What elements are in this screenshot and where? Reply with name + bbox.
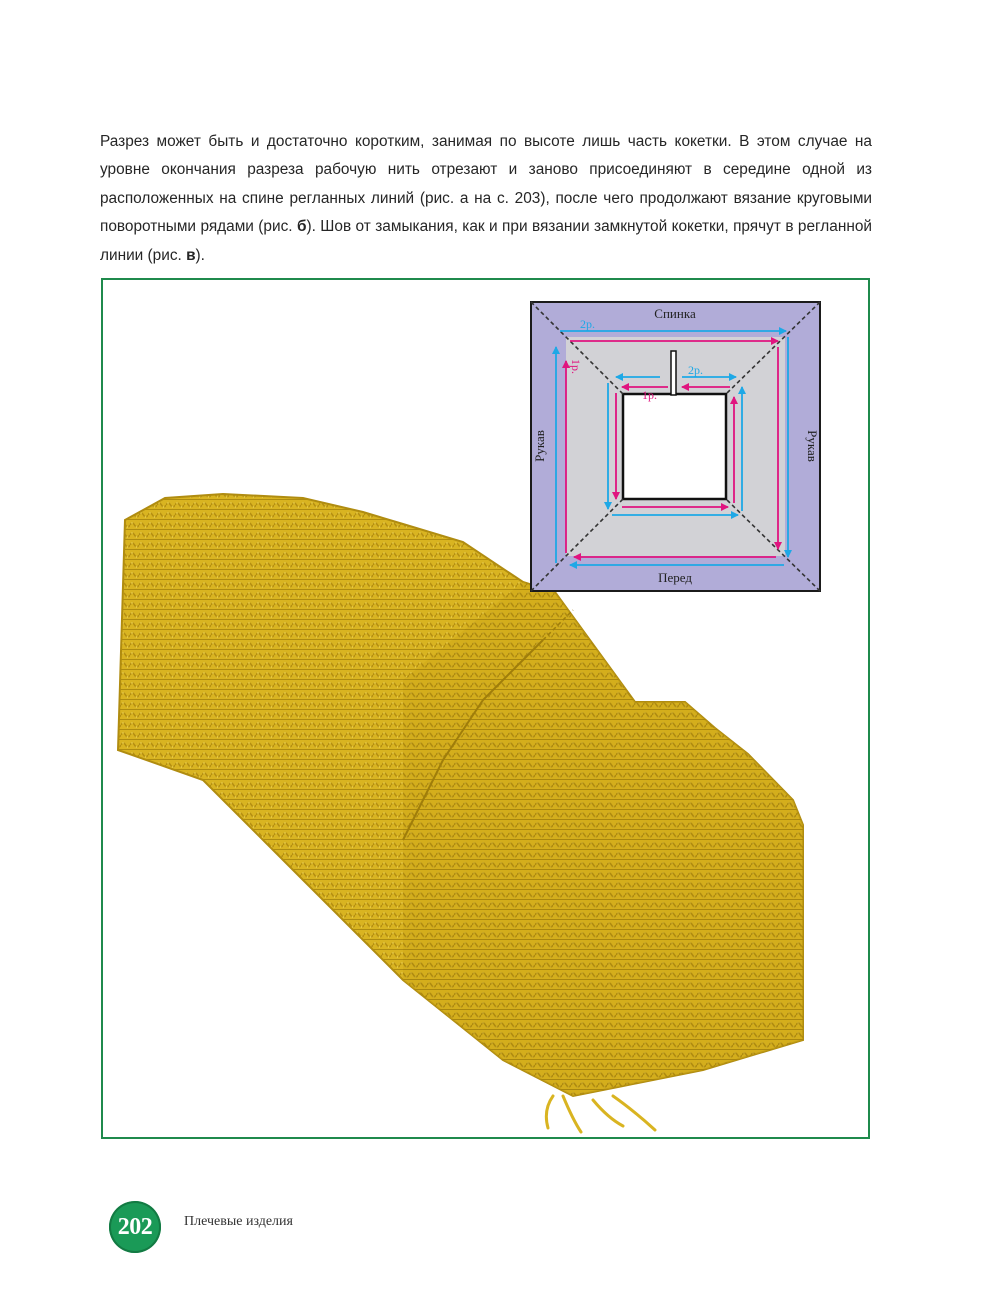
paragraph-part-2: ). Шов от замыкания, как и при вязании замкнутой кокетки, прячут в регланной линии (рис. [100, 218, 872, 264]
figure-frame [101, 278, 870, 1139]
paragraph-part-1: Разрез может быть и достаточно коротким, занимая по высоте лишь часть кокетки. В этом случае на уровне окончания разреза рабочую нить отрезают и заново присоединяют в середине одной из расположенных на спине регланных линий (рис. а на с. 203), после чего продолжают вязание круговыми поворотными рядами (рис. [100, 133, 872, 236]
placket-slit [671, 351, 676, 395]
label-row2-inner: 2р. [688, 363, 703, 377]
figure-ref-b: б [296, 218, 307, 236]
neck-opening [623, 394, 726, 499]
label-row1-outer: 1р. [569, 359, 583, 374]
label-row1-inner: 1р. [642, 388, 657, 402]
label-row2-outer: 2р. [580, 317, 595, 331]
label-front: Перед [658, 570, 692, 585]
figure-ref-v: в [186, 246, 196, 264]
running-footer-title: Плечевые изделия [184, 1214, 293, 1229]
paragraph-part-3: ). [195, 246, 205, 264]
page-number: 202 [117, 1213, 153, 1240]
label-sleeve-left: Рукав [532, 430, 547, 462]
label-sleeve-right: Рукав [805, 430, 820, 462]
body-paragraph [100, 128, 872, 270]
label-back: Спинка [654, 306, 696, 321]
yarn-tail [546, 1096, 655, 1132]
yoke-front-panel [403, 582, 803, 1096]
page-number-badge [109, 1201, 161, 1253]
yoke-schematic [530, 301, 821, 592]
